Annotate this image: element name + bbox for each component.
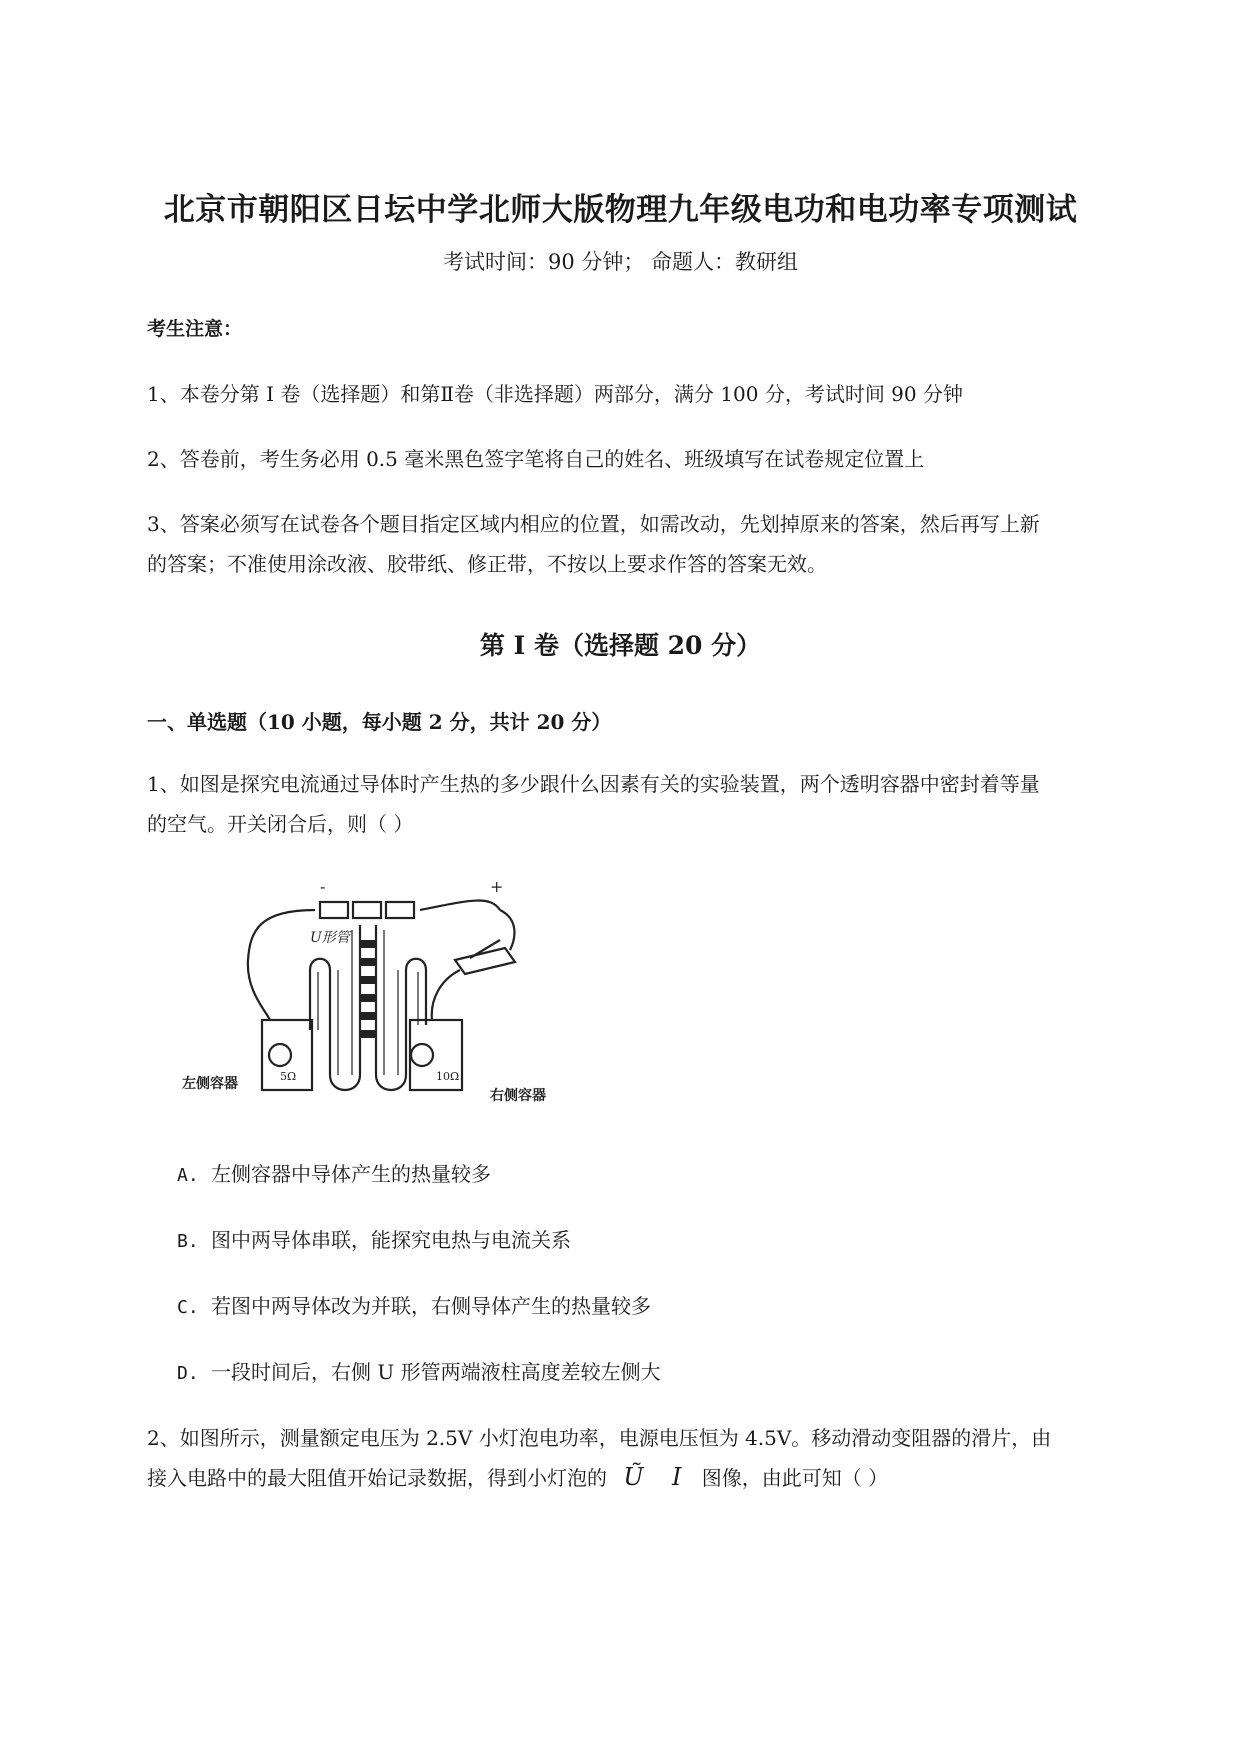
notice-item-2: 2、答卷前，考生务必用 0.5 毫米黑色签字笔将自己的姓名、班级填写在试卷规定位置上 [147, 447, 925, 471]
option-label: D. [177, 1363, 199, 1384]
q1-figure [170, 870, 590, 1114]
q1-option-a [177, 1158, 491, 1187]
q1-option-c [177, 1290, 651, 1319]
battery-cell-2 [353, 902, 381, 918]
exam-info: 考试时间：90 分钟； 命题人：教研组 [442, 250, 799, 274]
q2-stem-part-a: 接入电路中的最大阻值开始记录数据，得到小灯泡的 [147, 1466, 607, 1490]
q1-stem-line2: 的空气。开关闭合后，则（ ） [147, 812, 414, 836]
minus-sign: - [320, 877, 326, 896]
option-text: 一段时间后，右侧 U 形管两端液柱高度差较左侧大 [211, 1360, 661, 1384]
section-title: 第 I 卷（选择题 20 分） [479, 631, 762, 660]
switch-base [455, 948, 515, 974]
q2-stem-line1: 2、如图所示，测量额定电压为 2.5V 小灯泡电功率，电源电压恒为 4.5V。移动滑动变阻器的滑片，由 [147, 1426, 1052, 1450]
battery-cell-3 [386, 902, 414, 918]
battery-cell-1 [320, 902, 348, 918]
subsection-title: 一、单选题（10 小题，每小题 2 分，共计 20 分） [147, 710, 612, 734]
option-label: A. [177, 1165, 199, 1186]
u-tube-label: U形管 [310, 930, 350, 946]
option-text: 图中两导体串联，能探究电热与电流关系 [211, 1228, 571, 1252]
notice-item-3-cont: 的答案；不准使用涂改液、胶带纸、修正带，不按以上要求作答的答案无效。 [147, 552, 827, 576]
option-text: 左侧容器中导体产生的热量较多 [211, 1162, 491, 1186]
right-resistor-label: 10Ω [436, 1070, 460, 1083]
q2-stem-line2 [147, 1462, 888, 1491]
notice-item-1: 1、本卷分第 I 卷（选择题）和第Ⅱ卷（非选择题）两部分，满分 100 分，考试时间 90 分钟 [147, 382, 963, 406]
left-container-label: 左侧容器 [182, 1076, 238, 1092]
math-i: I [671, 1463, 682, 1491]
notice-heading: 考生注意： [147, 318, 243, 340]
notice-item-3: 3、答案必须写在试卷各个题目指定区域内相应的位置，如需改动，先划掉原来的答案，然后再写上新 [147, 512, 1040, 536]
option-label: C. [177, 1297, 199, 1318]
right-container-label: 右侧容器 [490, 1088, 546, 1104]
q1-option-b [177, 1224, 571, 1253]
q1-option-d [177, 1356, 661, 1385]
apparatus-diagram [170, 870, 590, 1110]
page-title: 北京市朝阳区日坛中学北师大版物理九年级电功和电功率专项测试 [163, 192, 1078, 228]
switch-lever [470, 940, 500, 958]
option-label: B. [177, 1231, 199, 1252]
plus-sign: + [490, 877, 504, 896]
math-u: Ũ [623, 1463, 644, 1491]
q2-stem-part-b: 图像，由此可知（ ） [701, 1466, 889, 1490]
left-resistor-label: 5Ω [280, 1070, 297, 1083]
q1-stem-line1: 1、如图是探究电流通过导体时产生热的多少跟什么因素有关的实验装置，两个透明容器中密封着等量 [147, 772, 1040, 796]
option-text: 若图中两导体改为并联，右侧导体产生的热量较多 [211, 1294, 651, 1318]
